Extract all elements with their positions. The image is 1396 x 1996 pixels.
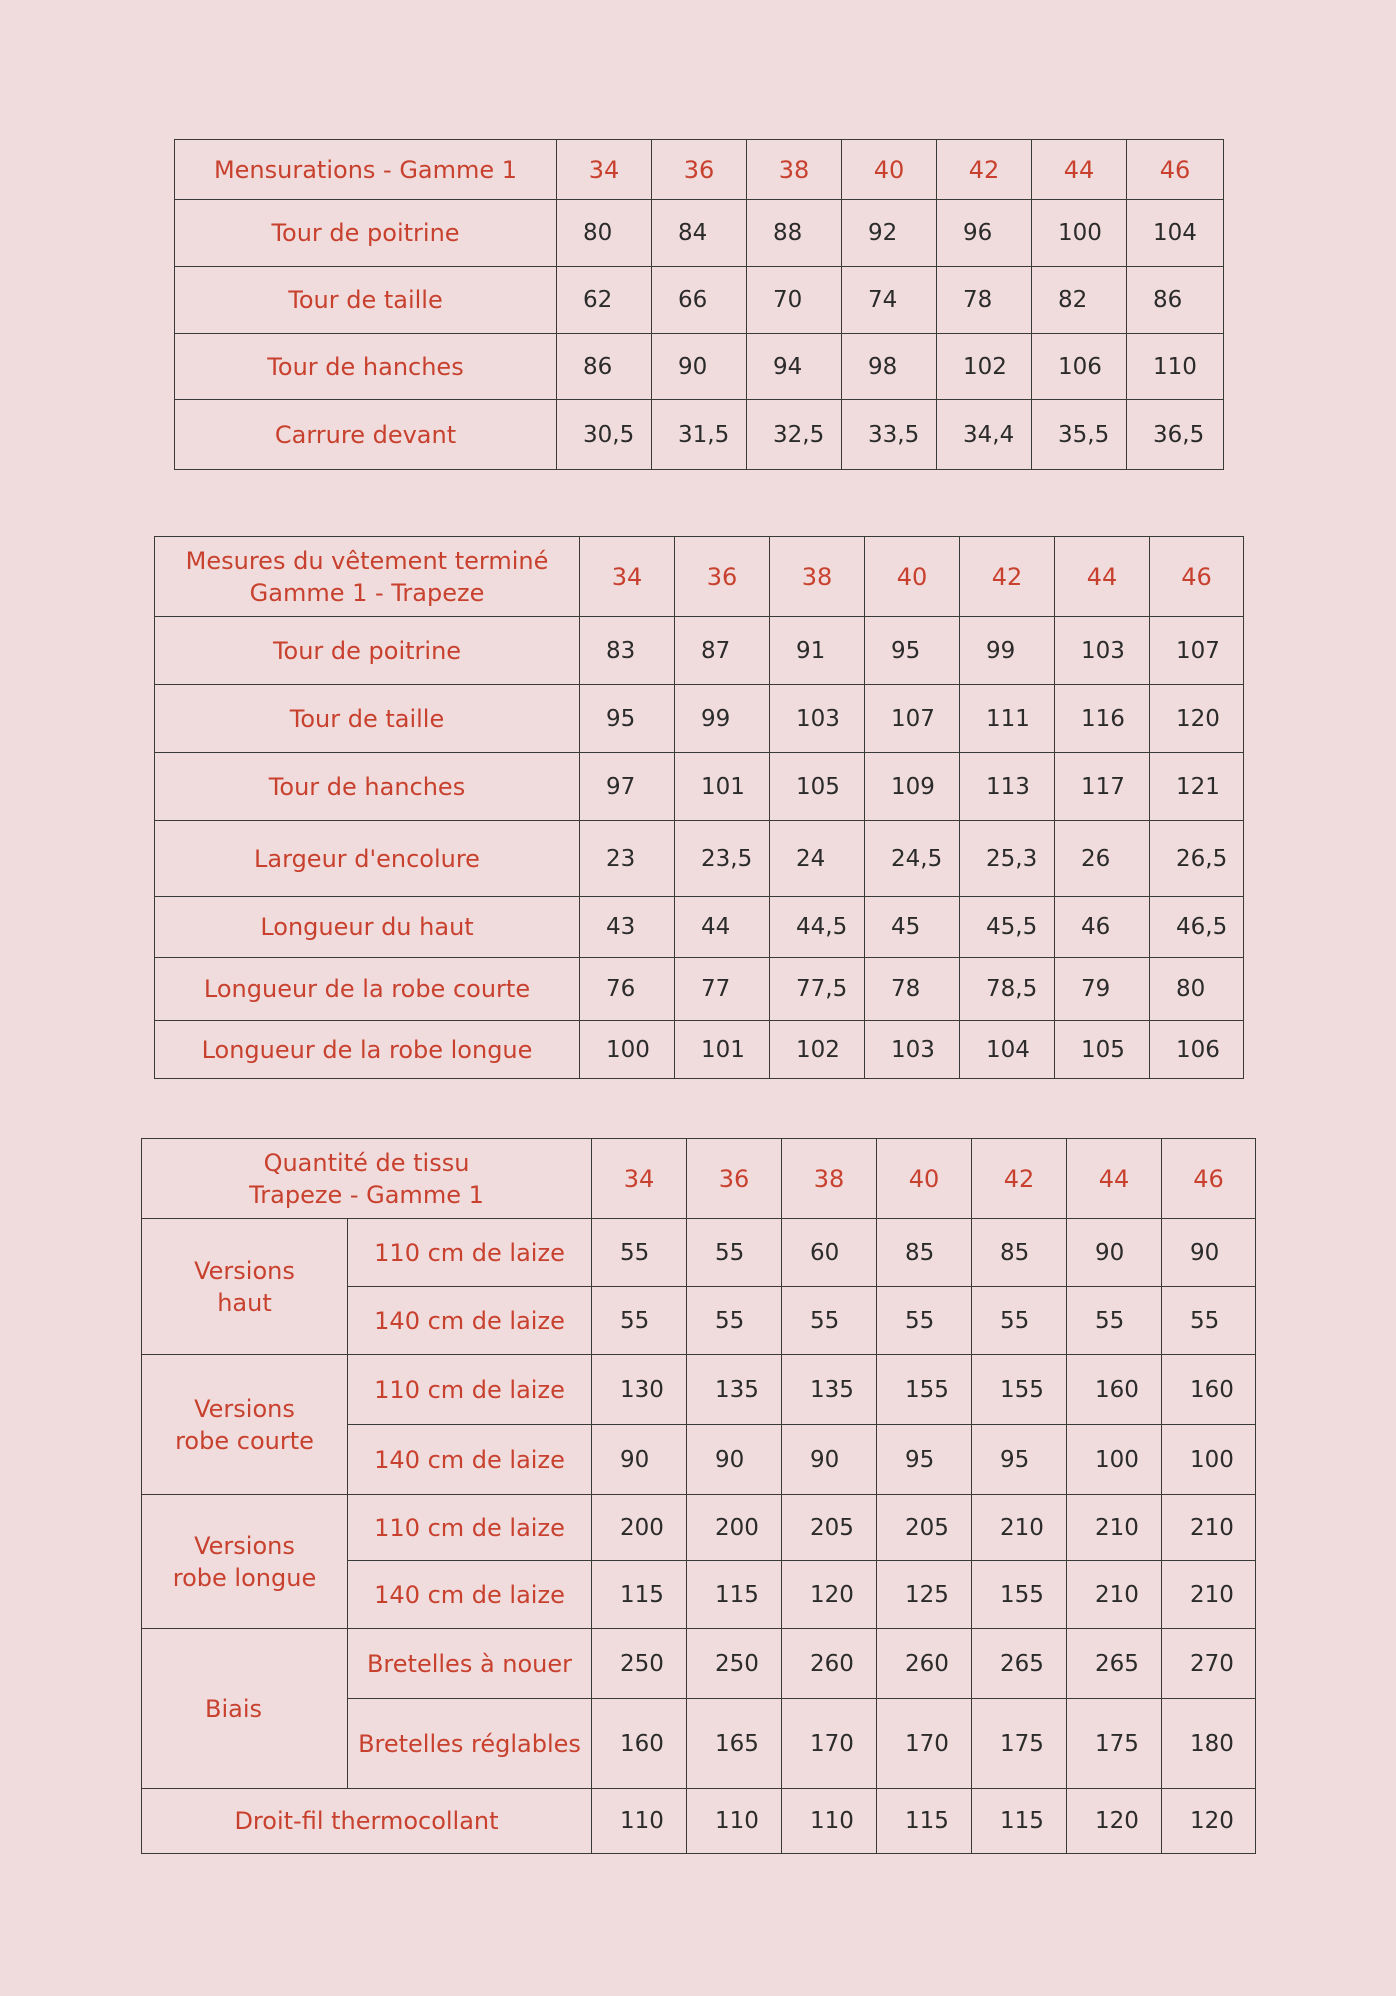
row-label: Carrure devant xyxy=(175,400,557,470)
cell-value: 175 xyxy=(1067,1699,1162,1789)
size-header: 44 xyxy=(1067,1139,1162,1219)
cell-value: 78 xyxy=(937,267,1032,334)
cell-value: 74 xyxy=(842,267,937,334)
cell-value: 45 xyxy=(865,897,960,958)
cell-value: 135 xyxy=(782,1355,877,1425)
cell-value: 24,5 xyxy=(865,821,960,897)
cell-value: 106 xyxy=(1150,1021,1244,1079)
cell-value: 100 xyxy=(580,1021,675,1079)
cell-value: 120 xyxy=(1067,1789,1162,1854)
size-header: 46 xyxy=(1127,140,1224,200)
cell-value: 155 xyxy=(877,1355,972,1425)
table-row xyxy=(142,1219,1256,1287)
row-label: Tour de poitrine xyxy=(155,617,580,685)
cell-value: 99 xyxy=(960,617,1055,685)
cell-value: 120 xyxy=(1150,685,1244,753)
body-measurements-table xyxy=(174,139,1224,470)
table-title-line: Quantité de tissu xyxy=(263,1148,470,1177)
group-label-line: haut xyxy=(217,1288,272,1317)
cell-value: 121 xyxy=(1150,753,1244,821)
cell-value: 76 xyxy=(580,958,675,1021)
table-row xyxy=(142,1629,1256,1699)
cell-value: 115 xyxy=(687,1561,782,1629)
size-header: 38 xyxy=(782,1139,877,1219)
cell-value: 95 xyxy=(972,1425,1067,1495)
cell-value: 86 xyxy=(557,334,652,400)
cell-value: 99 xyxy=(675,685,770,753)
cell-value: 90 xyxy=(652,334,747,400)
table-row xyxy=(155,821,1244,897)
cell-value: 90 xyxy=(1067,1219,1162,1287)
group-label-line: Versions xyxy=(194,1531,295,1560)
cell-value: 260 xyxy=(782,1629,877,1699)
cell-value: 45,5 xyxy=(960,897,1055,958)
fabric-quantity-table xyxy=(141,1138,1256,1854)
cell-value: 95 xyxy=(877,1425,972,1495)
cell-value: 55 xyxy=(877,1287,972,1355)
cell-value: 55 xyxy=(1162,1287,1256,1355)
cell-value: 82 xyxy=(1032,267,1127,334)
cell-value: 55 xyxy=(972,1287,1067,1355)
cell-value: 103 xyxy=(865,1021,960,1079)
table-row xyxy=(142,1789,1256,1854)
cell-value: 83 xyxy=(580,617,675,685)
group-label xyxy=(142,1629,348,1789)
row-label: 140 cm de laize xyxy=(348,1425,592,1495)
cell-value: 26 xyxy=(1055,821,1150,897)
cell-value: 33,5 xyxy=(842,400,937,470)
cell-value: 160 xyxy=(1162,1355,1256,1425)
table-row xyxy=(155,617,1244,685)
cell-value: 265 xyxy=(1067,1629,1162,1699)
size-header: 42 xyxy=(960,537,1055,617)
cell-value: 113 xyxy=(960,753,1055,821)
table-row xyxy=(155,753,1244,821)
table-header-row xyxy=(155,537,1244,617)
table-row xyxy=(155,1021,1244,1079)
cell-value: 55 xyxy=(592,1287,687,1355)
cell-value: 90 xyxy=(782,1425,877,1495)
cell-value: 210 xyxy=(1162,1495,1256,1561)
size-header: 34 xyxy=(580,537,675,617)
cell-value: 55 xyxy=(687,1219,782,1287)
cell-value: 95 xyxy=(580,685,675,753)
row-label: Longueur de la robe courte xyxy=(155,958,580,1021)
cell-value: 104 xyxy=(960,1021,1055,1079)
cell-value: 260 xyxy=(877,1629,972,1699)
group-label xyxy=(142,1495,348,1629)
cell-value: 44,5 xyxy=(770,897,865,958)
table-row xyxy=(155,685,1244,753)
row-label: Longueur de la robe longue xyxy=(155,1021,580,1079)
row-label: 110 cm de laize xyxy=(348,1219,592,1287)
cell-value: 115 xyxy=(877,1789,972,1854)
cell-value: 107 xyxy=(865,685,960,753)
cell-value: 105 xyxy=(1055,1021,1150,1079)
cell-value: 36,5 xyxy=(1127,400,1224,470)
table-row xyxy=(175,400,1224,470)
cell-value: 205 xyxy=(782,1495,877,1561)
size-header: 36 xyxy=(675,537,770,617)
cell-value: 70 xyxy=(747,267,842,334)
cell-value: 91 xyxy=(770,617,865,685)
size-header: 44 xyxy=(1055,537,1150,617)
table-row xyxy=(142,1355,1256,1425)
cell-value: 26,5 xyxy=(1150,821,1244,897)
cell-value: 90 xyxy=(1162,1219,1256,1287)
row-label: Tour de hanches xyxy=(175,334,557,400)
cell-value: 25,3 xyxy=(960,821,1055,897)
cell-value: 90 xyxy=(687,1425,782,1495)
row-label: Tour de taille xyxy=(175,267,557,334)
cell-value: 100 xyxy=(1162,1425,1256,1495)
cell-value: 105 xyxy=(770,753,865,821)
table-row xyxy=(175,200,1224,267)
table-row xyxy=(142,1495,1256,1561)
cell-value: 55 xyxy=(1067,1287,1162,1355)
group-label-line: robe courte xyxy=(175,1426,314,1455)
table-title-line: Trapeze - Gamme 1 xyxy=(249,1180,484,1209)
table-title xyxy=(155,537,580,617)
cell-value: 55 xyxy=(687,1287,782,1355)
group-label xyxy=(142,1355,348,1495)
cell-value: 78 xyxy=(865,958,960,1021)
cell-value: 116 xyxy=(1055,685,1150,753)
size-header: 44 xyxy=(1032,140,1127,200)
group-label xyxy=(142,1219,348,1355)
cell-value: 175 xyxy=(972,1699,1067,1789)
cell-value: 117 xyxy=(1055,753,1150,821)
cell-value: 77,5 xyxy=(770,958,865,1021)
cell-value: 170 xyxy=(782,1699,877,1789)
cell-value: 32,5 xyxy=(747,400,842,470)
size-header: 36 xyxy=(687,1139,782,1219)
cell-value: 23,5 xyxy=(675,821,770,897)
cell-value: 109 xyxy=(865,753,960,821)
cell-value: 98 xyxy=(842,334,937,400)
cell-value: 86 xyxy=(1127,267,1224,334)
size-header: 46 xyxy=(1150,537,1244,617)
table-title: Mensurations - Gamme 1 xyxy=(175,140,557,200)
cell-value: 160 xyxy=(592,1699,687,1789)
cell-value: 96 xyxy=(937,200,1032,267)
cell-value: 110 xyxy=(687,1789,782,1854)
cell-value: 78,5 xyxy=(960,958,1055,1021)
group-label-line: robe longue xyxy=(172,1563,317,1592)
cell-value: 155 xyxy=(972,1355,1067,1425)
size-header: 42 xyxy=(972,1139,1067,1219)
cell-value: 84 xyxy=(652,200,747,267)
cell-value: 34,4 xyxy=(937,400,1032,470)
cell-value: 110 xyxy=(592,1789,687,1854)
cell-value: 100 xyxy=(1032,200,1127,267)
cell-value: 101 xyxy=(675,1021,770,1079)
cell-value: 31,5 xyxy=(652,400,747,470)
table-title xyxy=(142,1139,592,1219)
cell-value: 120 xyxy=(1162,1789,1256,1854)
cell-value: 250 xyxy=(687,1629,782,1699)
finished-garment-table xyxy=(154,536,1244,1079)
table-header-row xyxy=(175,140,1224,200)
table-row xyxy=(175,334,1224,400)
cell-value: 200 xyxy=(687,1495,782,1561)
cell-value: 35,5 xyxy=(1032,400,1127,470)
cell-value: 62 xyxy=(557,267,652,334)
cell-value: 111 xyxy=(960,685,1055,753)
cell-value: 66 xyxy=(652,267,747,334)
cell-value: 130 xyxy=(592,1355,687,1425)
cell-value: 135 xyxy=(687,1355,782,1425)
cell-value: 85 xyxy=(972,1219,1067,1287)
cell-value: 103 xyxy=(770,685,865,753)
cell-value: 90 xyxy=(592,1425,687,1495)
row-label: 140 cm de laize xyxy=(348,1287,592,1355)
size-header: 38 xyxy=(770,537,865,617)
cell-value: 102 xyxy=(770,1021,865,1079)
cell-value: 200 xyxy=(592,1495,687,1561)
table-row xyxy=(155,958,1244,1021)
size-header: 40 xyxy=(842,140,937,200)
cell-value: 270 xyxy=(1162,1629,1256,1699)
cell-value: 97 xyxy=(580,753,675,821)
cell-value: 44 xyxy=(675,897,770,958)
cell-value: 46,5 xyxy=(1150,897,1244,958)
cell-value: 115 xyxy=(972,1789,1067,1854)
cell-value: 160 xyxy=(1067,1355,1162,1425)
cell-value: 30,5 xyxy=(557,400,652,470)
cell-value: 120 xyxy=(782,1561,877,1629)
cell-value: 210 xyxy=(1067,1495,1162,1561)
row-label: Longueur du haut xyxy=(155,897,580,958)
table-header-row xyxy=(142,1139,1256,1219)
row-label: 110 cm de laize xyxy=(348,1355,592,1425)
row-label: Tour de poitrine xyxy=(175,200,557,267)
cell-value: 23 xyxy=(580,821,675,897)
cell-value: 125 xyxy=(877,1561,972,1629)
size-header: 40 xyxy=(865,537,960,617)
cell-value: 87 xyxy=(675,617,770,685)
cell-value: 110 xyxy=(782,1789,877,1854)
cell-value: 55 xyxy=(592,1219,687,1287)
row-label: Largeur d'encolure xyxy=(155,821,580,897)
cell-value: 110 xyxy=(1127,334,1224,400)
size-header: 34 xyxy=(557,140,652,200)
cell-value: 43 xyxy=(580,897,675,958)
cell-value: 80 xyxy=(1150,958,1244,1021)
cell-value: 210 xyxy=(1162,1561,1256,1629)
cell-value: 115 xyxy=(592,1561,687,1629)
row-label: 140 cm de laize xyxy=(348,1561,592,1629)
size-header: 34 xyxy=(592,1139,687,1219)
group-label-line: Versions xyxy=(194,1256,295,1285)
size-header: 46 xyxy=(1162,1139,1256,1219)
cell-value: 103 xyxy=(1055,617,1150,685)
cell-value: 92 xyxy=(842,200,937,267)
cell-value: 107 xyxy=(1150,617,1244,685)
cell-value: 102 xyxy=(937,334,1032,400)
cell-value: 80 xyxy=(557,200,652,267)
group-label-line: Versions xyxy=(194,1394,295,1423)
cell-value: 24 xyxy=(770,821,865,897)
cell-value: 88 xyxy=(747,200,842,267)
cell-value: 94 xyxy=(747,334,842,400)
size-header: 40 xyxy=(877,1139,972,1219)
cell-value: 101 xyxy=(675,753,770,821)
cell-value: 210 xyxy=(972,1495,1067,1561)
cell-value: 85 xyxy=(877,1219,972,1287)
cell-value: 100 xyxy=(1067,1425,1162,1495)
cell-value: 165 xyxy=(687,1699,782,1789)
size-header: 38 xyxy=(747,140,842,200)
cell-value: 104 xyxy=(1127,200,1224,267)
cell-value: 95 xyxy=(865,617,960,685)
row-label: Tour de taille xyxy=(155,685,580,753)
row-label: 110 cm de laize xyxy=(348,1495,592,1561)
cell-value: 155 xyxy=(972,1561,1067,1629)
row-label: Droit-fil thermocollant xyxy=(142,1789,592,1854)
row-label: Tour de hanches xyxy=(155,753,580,821)
size-header: 42 xyxy=(937,140,1032,200)
size-header: 36 xyxy=(652,140,747,200)
cell-value: 265 xyxy=(972,1629,1067,1699)
table-title-line: Gamme 1 - Trapeze xyxy=(249,578,485,607)
cell-value: 46 xyxy=(1055,897,1150,958)
cell-value: 106 xyxy=(1032,334,1127,400)
cell-value: 180 xyxy=(1162,1699,1256,1789)
row-label: Bretelles à nouer xyxy=(348,1629,592,1699)
cell-value: 79 xyxy=(1055,958,1150,1021)
table-title-line: Mesures du vêtement terminé xyxy=(185,546,549,575)
cell-value: 250 xyxy=(592,1629,687,1699)
row-label: Bretelles réglables xyxy=(348,1699,592,1789)
cell-value: 77 xyxy=(675,958,770,1021)
cell-value: 210 xyxy=(1067,1561,1162,1629)
table-row xyxy=(155,897,1244,958)
table-row xyxy=(175,267,1224,334)
cell-value: 170 xyxy=(877,1699,972,1789)
cell-value: 205 xyxy=(877,1495,972,1561)
cell-value: 60 xyxy=(782,1219,877,1287)
cell-value: 55 xyxy=(782,1287,877,1355)
group-label-line: Biais xyxy=(204,1694,262,1723)
